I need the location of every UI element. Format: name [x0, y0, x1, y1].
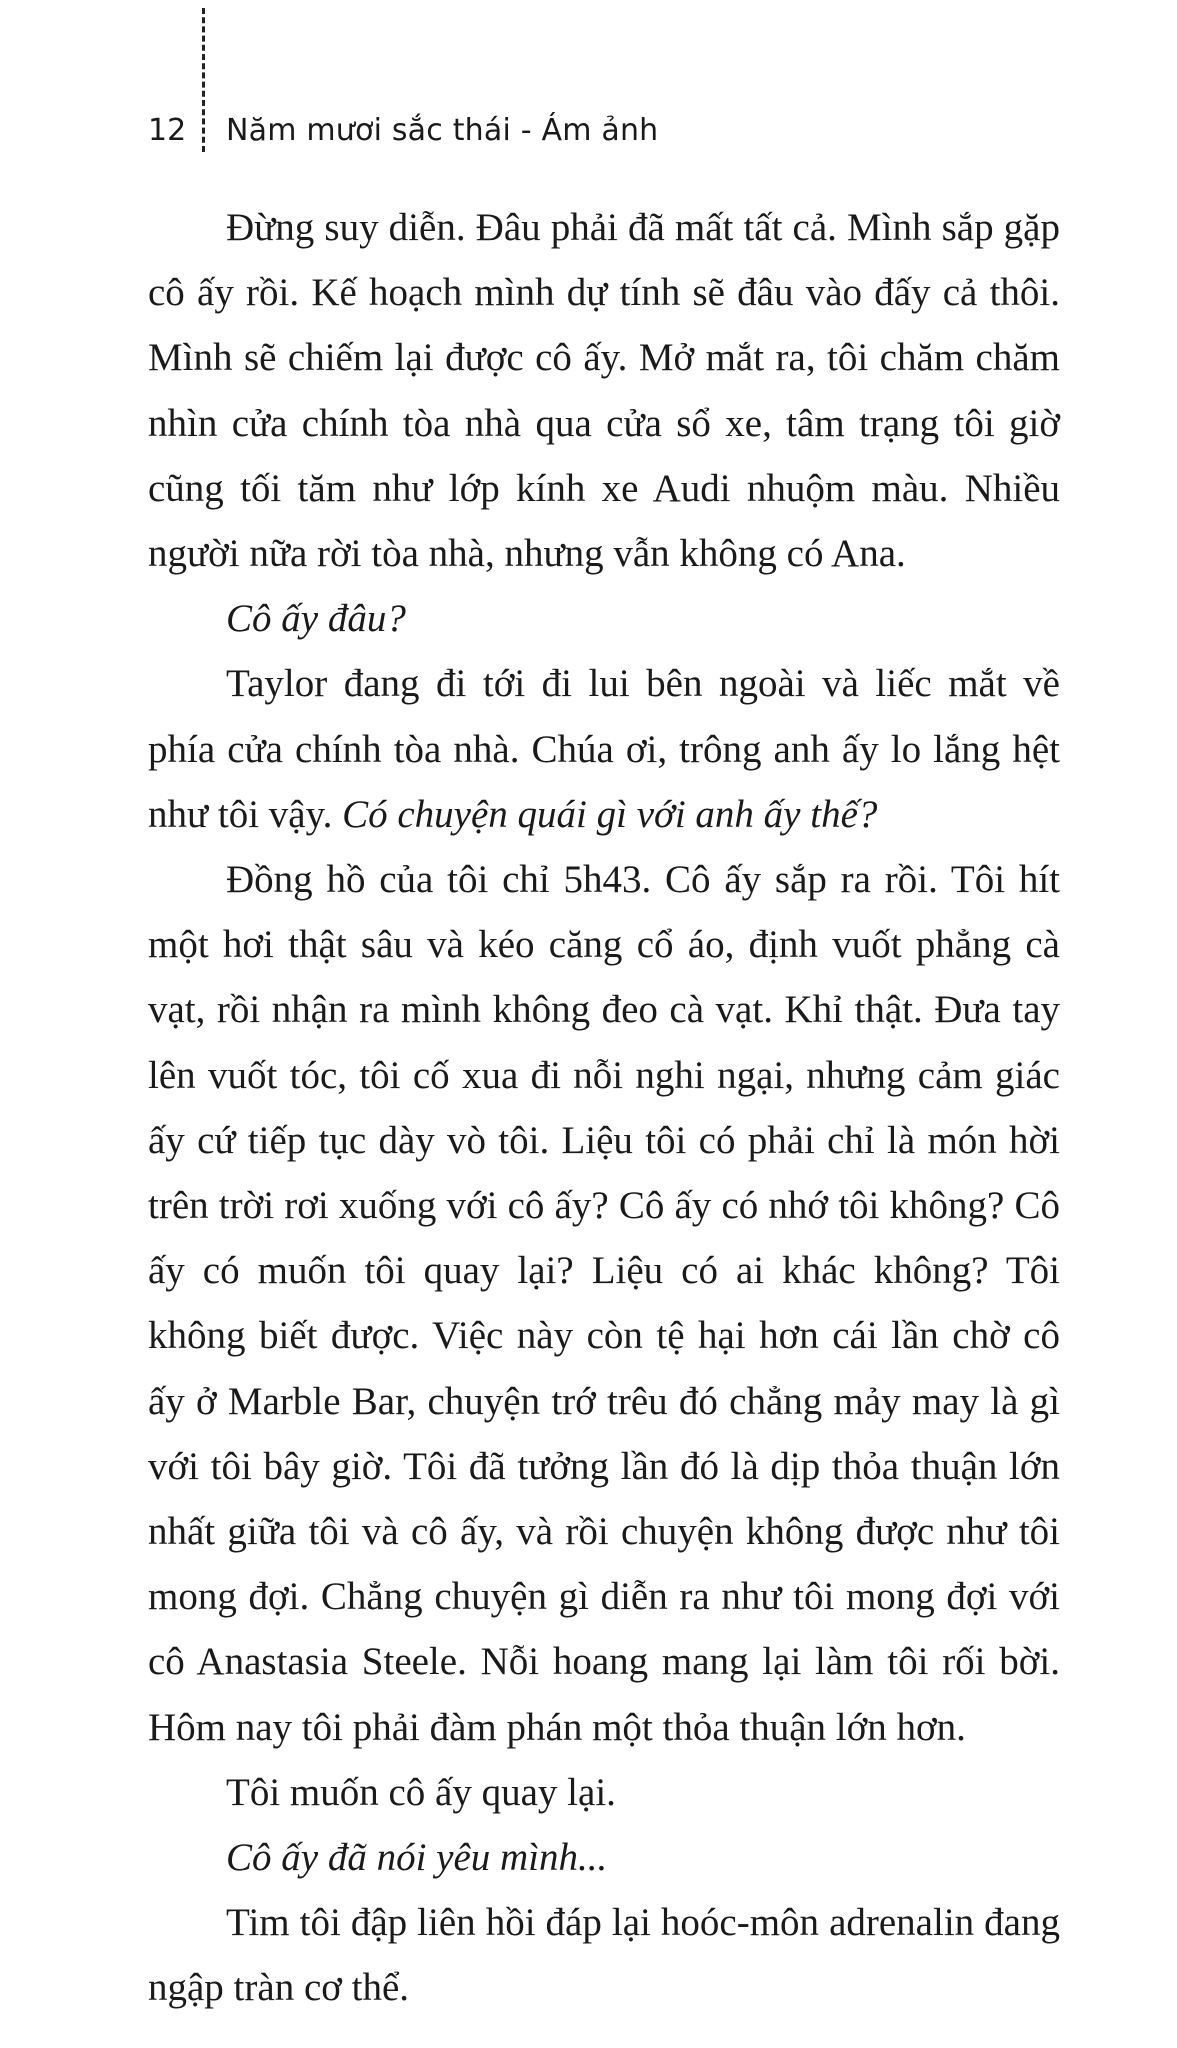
text-run: Đồng hồ của tôi chỉ 5h43. Cô ấy sắp ra rồi. Tôi hít một hơi thật sâu và kéo căng cổ áo, định vuốt phẳng cà vạt, rồi nhận ra mình không đeo cà vạt. Khỉ thật. Đưa tay lên vuốt tóc, tôi cố xua đi nỗi nghi ngại, nhưng cảm giác ấy cứ tiếp tục dày vò tôi. Liệu tôi có phải chỉ là món hời trên trời rơi xuống với cô ấy? Cô ấy có nhớ tôi không? Cô ấy có muốn tôi quay lại? Liệu có ai khác không? Tôi không biết được. Việc này còn tệ hại hơn cái lần chờ cô ấy ở Marble Bar, chuyện trớ trêu đó chẳng mảy may là gì với tôi bây giờ. Tôi đã tưởng lần đó là dịp thỏa thuận lớn nhất giữa tôi và cô ấy, và rồi chuyện không được như tôi mong đợi. Chẳng chuyện gì diễn ra như tôi mong đợi với cô Anastasia Steele. Nỗi hoang mang lại làm tôi rối bời. Hôm nay tôi phải đàm phán một thỏa thuận lớn hơn. — [148, 858, 1060, 1749]
text-run: Tim tôi đập liên hồi đáp lại hoóc-môn adrenalin đang ngập tràn cơ thể. — [148, 1901, 1060, 2010]
paragraph — [148, 651, 1060, 847]
paragraph — [148, 195, 1060, 586]
italic-text-run: Cô ấy đâu? — [226, 597, 406, 641]
running-header — [148, 105, 658, 155]
paragraph — [148, 1760, 1060, 1825]
body-text — [148, 195, 1060, 2021]
paragraph — [148, 1890, 1060, 2020]
italic-text-run: Có chuyện quái gì với anh ấy thế? — [342, 792, 878, 836]
page-number: 12 — [148, 112, 187, 148]
italic-text-run: Cô ấy đã nói yêu mình... — [226, 1836, 608, 1880]
running-title: Năm mươi sắc thái - Ám ảnh — [226, 112, 659, 148]
text-run: Đừng suy diễn. Đâu phải đã mất tất cả. Mình sắp gặp cô ấy rồi. Kế hoạch mình dự tính sẽ đâu vào đấy cả thôi. Mình sẽ chiếm lại được cô ấy. Mở mắt ra, tôi chăm chăm nhìn cửa chính tòa nhà qua cửa sổ xe, tâm trạng tôi giờ cũng tối tăm như lớp kính xe Audi nhuộm màu. Nhiều người nữa rời tòa nhà, nhưng vẫn không có Ana. — [148, 206, 1060, 576]
paragraph — [148, 1825, 1060, 1890]
paragraph — [148, 586, 1060, 651]
text-run: Tôi muốn cô ấy quay lại. — [226, 1770, 616, 1814]
text-run: Taylor đang đi tới đi lui bên ngoài và liếc mắt về phía cửa chính tòa nhà. Chúa ơi, trông anh ấy lo lắng hệt như tôi vậy. — [148, 662, 1060, 836]
paragraph — [148, 847, 1060, 1760]
